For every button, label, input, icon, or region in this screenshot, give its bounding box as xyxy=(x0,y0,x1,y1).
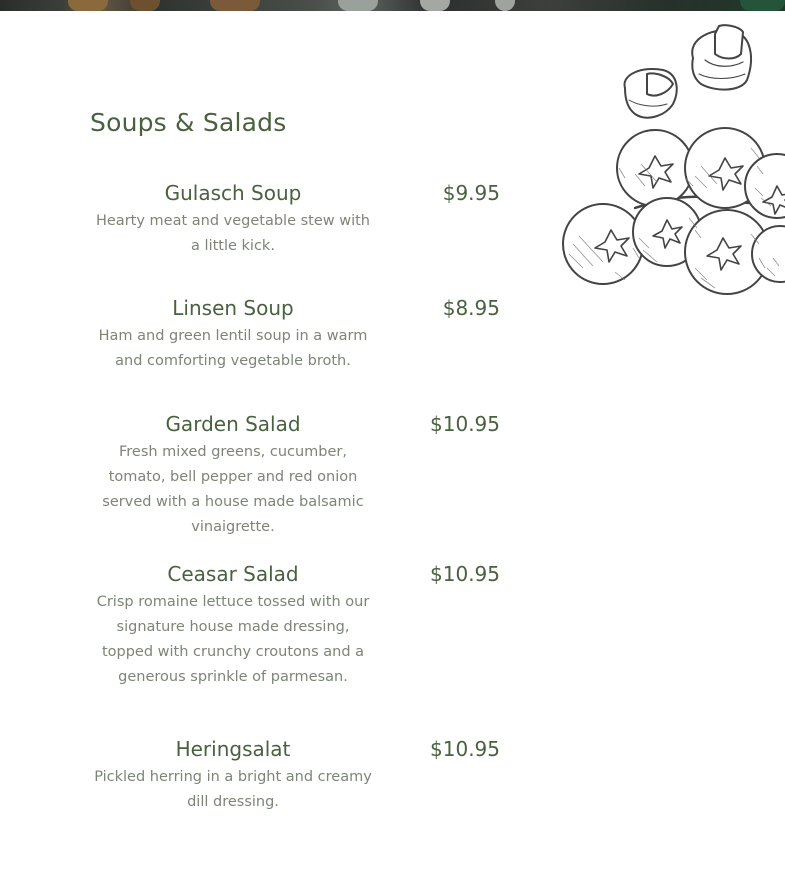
item-price: $10.95 xyxy=(430,412,500,436)
item-name: Ceasar Salad xyxy=(167,562,299,586)
item-description: Fresh mixed greens, cucumber, tomato, bell pepper and red onion served with a house made balsamic vinaigrette. xyxy=(102,444,364,535)
mushrooms-and-tomatoes-sketch-icon xyxy=(555,18,785,308)
item-price: $10.95 xyxy=(430,737,500,761)
section-title: Soups & Salads xyxy=(90,108,287,137)
item-price: $10.95 xyxy=(430,562,500,586)
item-name: Garden Salad xyxy=(165,412,301,436)
item-description: Pickled herring in a bright and creamy dill dressing. xyxy=(94,769,372,810)
item-name: Linsen Soup xyxy=(172,296,294,320)
item-name: Heringsalat xyxy=(175,737,291,761)
item-price: $8.95 xyxy=(442,296,500,320)
item-name: Gulasch Soup xyxy=(164,181,302,205)
hero-image-strip xyxy=(0,0,785,11)
item-description: Crisp romaine lettuce tossed with our signature house made dressing, topped with crunchy croutons and a generous sprinkle of parmesan. xyxy=(96,594,370,685)
item-description: Hearty meat and vegetable stew with a little kick. xyxy=(95,213,370,254)
item-price: $9.95 xyxy=(442,181,500,205)
item-description: Ham and green lentil soup in a warm and comforting vegetable broth. xyxy=(98,328,368,369)
